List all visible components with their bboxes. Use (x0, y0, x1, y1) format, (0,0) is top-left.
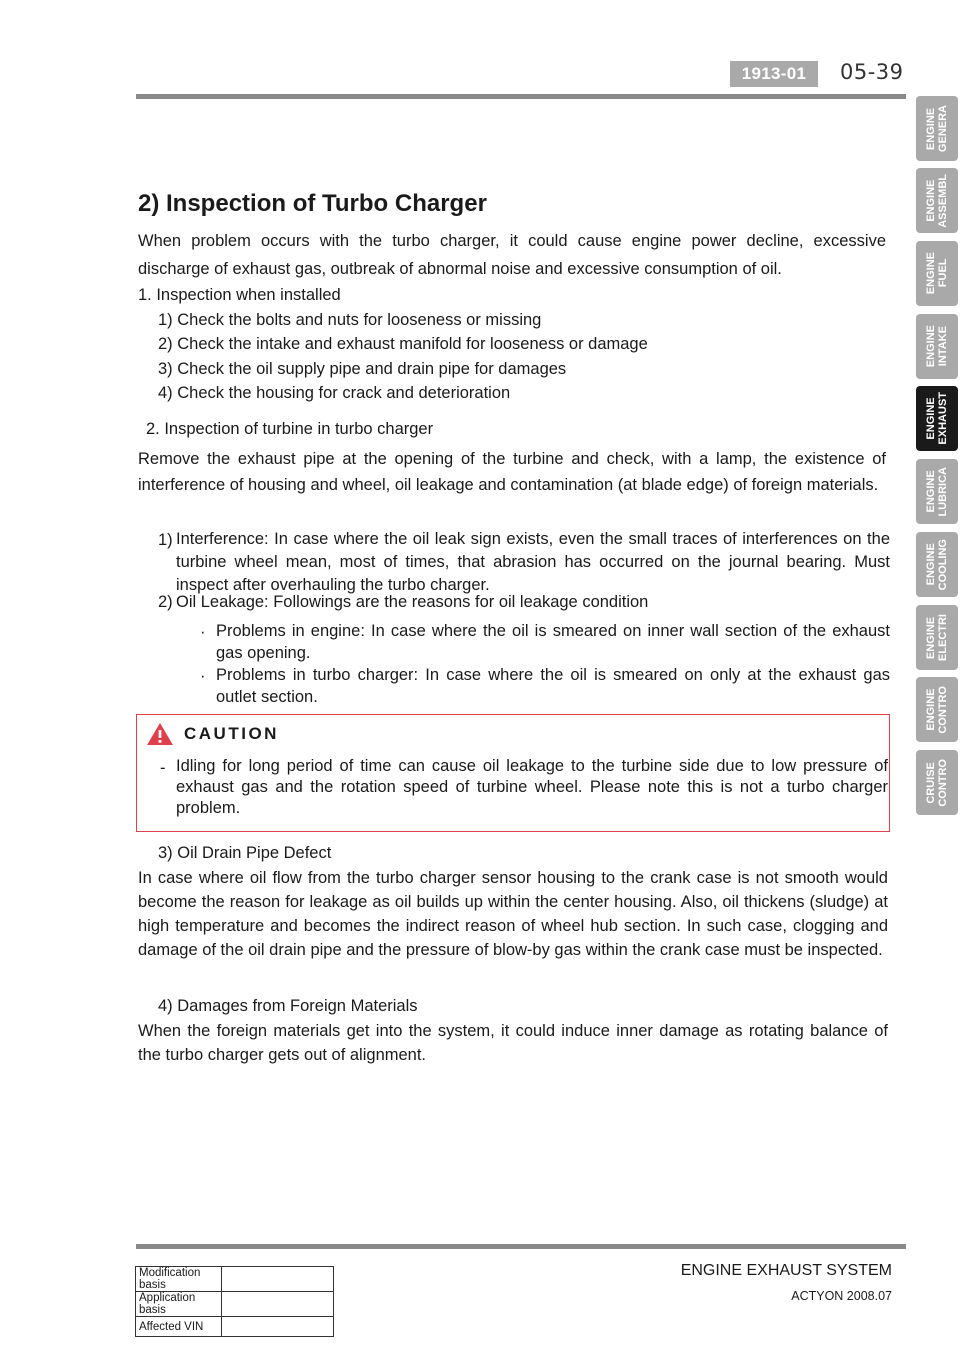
table-label: Affected VIN (136, 1317, 222, 1337)
drain-text: In case where oil flow from the turbo charger sensor housing to the crank case is not smooth would become the reason for leakage as oil builds up within the center housing. Also, oil thickens (sludge) at high temperature and becomes the indirect reason of wheel hub section. In such case, clogging and damage of the oil drain pipe and the pressure of blow-by gas within the crank case must be inspected. (138, 869, 888, 959)
table-row (136, 1267, 334, 1292)
header-divider (136, 94, 906, 99)
tab-label: ENGINE EXHAUST (925, 392, 949, 445)
table-value (222, 1292, 334, 1317)
tab-engine-fuel[interactable] (916, 241, 958, 306)
footer-title: ENGINE EXHAUST SYSTEM (680, 1262, 892, 1279)
tab-engine-exhaust[interactable] (916, 386, 958, 451)
tab-label: CRUISE CONTRO (925, 758, 949, 807)
tab-label: ENGINE CONTRO (925, 685, 949, 734)
caution-title: CAUTION (184, 724, 279, 743)
intro-paragraph: When problem occurs with the turbo charger, it could cause engine power decline, excessive discharge of exhaust gas, outbreak of abnormal noise and excessive consumption of oil. (138, 232, 886, 278)
item2-intro: Remove the exhaust pipe at the opening of the turbine and check, with a lamp, the existence of interference of housing and wheel, oil leakage and contamination (at blade edge) of foreign materials. (138, 450, 886, 494)
page-number: 05-39 (840, 60, 904, 84)
tab-engine-electrical[interactable] (916, 605, 958, 670)
section-code-badge: 1913-01 (730, 61, 818, 87)
item1-heading: 1. Inspection when installed (138, 286, 341, 304)
oil-leak-text: Oil Leakage: Followings are the reasons for oil leakage condition (176, 593, 649, 611)
table-row (136, 1292, 334, 1317)
footer-subtitle: ACTYON 2008.07 (791, 1289, 892, 1303)
tab-label: ENGINE GENERA (925, 104, 949, 153)
tab-label: ENGINE ASSEMBL (925, 173, 949, 228)
item1-step: 3) Check the oil supply pipe and drain pipe for damages (158, 360, 567, 378)
tab-engine-assembly[interactable] (916, 168, 958, 233)
foreign-text: When the foreign materials get into the system, it could induce inner damage as rotating balance of the turbo charger gets out of alignment. (138, 1022, 888, 1064)
tab-label: ENGINE COOLING (925, 538, 949, 591)
caution-text: Idling for long period of time can cause oil leakage to the turbine side due to low pressure of exhaust gas and the rotation speed of turbine wheel. Please note this is not a turbo charger problem. (176, 757, 888, 817)
item1-step: 1) Check the bolts and nuts for looseness or missing (158, 311, 542, 329)
table-value (222, 1317, 334, 1337)
section-title: 2) Inspection of Turbo Charger (138, 190, 487, 217)
oil-leak-number: 2) (158, 593, 173, 611)
tab-label: ENGINE INTAKE (925, 325, 949, 368)
warning-triangle-icon (146, 722, 174, 746)
bullet-engine-problem: Problems in engine: In case where the oil is smeared on inner wall section of the exhaust gas opening. (216, 622, 890, 662)
bullet-turbo-problem: Problems in turbo charger: In case where the oil is smeared on only at the exhaust gas outlet section. (216, 666, 890, 706)
tab-engine-general[interactable] (916, 96, 958, 161)
item2-heading: 2. Inspection of turbine in turbo charger (146, 420, 434, 438)
tab-label: ENGINE ELECTRI (925, 613, 949, 662)
tab-cruise-control[interactable] (916, 750, 958, 815)
tab-engine-lubrication[interactable] (916, 459, 958, 524)
bullet-mark: · (200, 667, 206, 685)
interference-number: 1) (158, 531, 173, 549)
item1-step: 4) Check the housing for crack and deterioration (158, 384, 511, 402)
modification-table (135, 1266, 334, 1337)
tab-label: ENGINE LUBRICA (925, 466, 949, 517)
caution-dash: - (160, 759, 166, 777)
tab-engine-control[interactable] (916, 677, 958, 742)
drain-heading: 3) Oil Drain Pipe Defect (158, 844, 332, 862)
table-value (222, 1267, 334, 1292)
foreign-heading: 4) Damages from Foreign Materials (158, 997, 418, 1015)
tab-label: ENGINE FUEL (925, 252, 949, 295)
item1-step: 2) Check the intake and exhaust manifold for looseness or damage (158, 335, 648, 353)
table-label: Application basis (136, 1292, 222, 1317)
table-label: Modification basis (136, 1267, 222, 1292)
table-row (136, 1317, 334, 1337)
interference-text: Interference: In case where the oil leak sign exists, even the small traces of interferences on the turbine wheel mean, most of times, that abrasion has occurred on the journal bearing. Must inspect after overhauling the turbo charger. (176, 530, 890, 594)
bullet-mark: · (200, 623, 206, 641)
tab-engine-cooling[interactable] (916, 532, 958, 597)
footer-divider (136, 1244, 906, 1249)
tab-engine-intake[interactable] (916, 314, 958, 379)
